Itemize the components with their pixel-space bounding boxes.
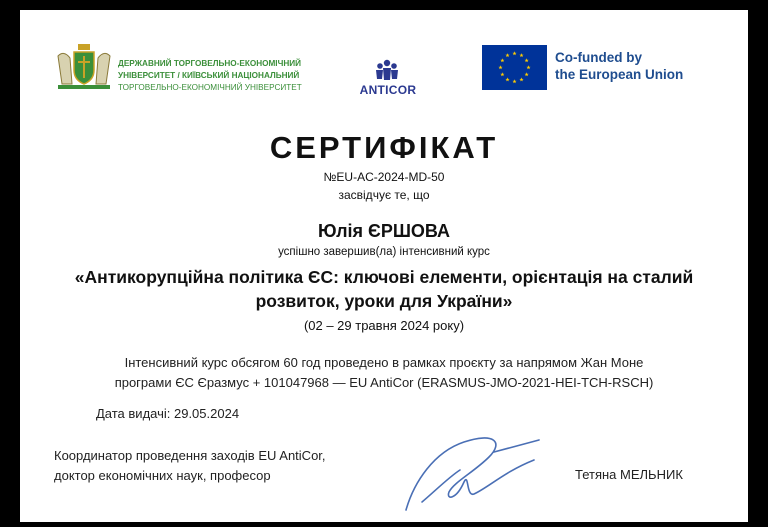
university-name-line1: ДЕРЖАВНИЙ ТОРГОВЕЛЬНО-ЕКОНОМІЧНИЙ	[118, 59, 302, 68]
signer-name: Тетяна МЕЛЬНИК	[575, 467, 683, 482]
description-line1: Інтенсивний курс обсягом 60 год проведено в рамках проєкту за напрямом Жан Моне	[124, 355, 644, 370]
certificate-title: СЕРТИФІКАТ	[269, 130, 499, 165]
description-line2: програми ЄС Єразмус + 101047968 — EU AntiCor (ERASMUS-JMO-2021-HEI-TCH-RSCH)	[114, 375, 654, 390]
course-title-line1: «Антикорупційна політика ЄС: ключові елементи, орієнтація на сталий	[74, 267, 694, 287]
anticor-logo-text: ANTICOR	[359, 83, 417, 97]
completed-text: успішно завершив(ла) інтенсивний курс	[278, 246, 490, 258]
eu-text-line1: Co-funded by	[555, 50, 642, 65]
recipient-name: Юлія ЄРШОВА	[317, 221, 451, 241]
eu-cofunded-text	[555, 50, 715, 83]
course-dates: (02 – 29 травня 2024 року)	[303, 318, 465, 333]
university-name-line3: ТОРГОВЕЛЬНО-ЕКОНОМІЧНИЙ УНІВЕРСИТЕТ	[118, 83, 302, 92]
issue-date: Дата видачі: 29.05.2024	[96, 406, 240, 421]
coordinator-line1: Координатор проведення заходів EU AntiCor,	[54, 448, 326, 463]
university-name	[118, 58, 318, 94]
attests-text: засвідчує те, що	[338, 188, 430, 202]
university-name-line2: УНІВЕРСИТЕТ / КИЇВСЬКИЙ НАЦІОНАЛЬНИЙ	[118, 71, 300, 80]
certificate-number: №EU-AC-2024-MD-50	[323, 170, 445, 184]
certificate-page	[20, 10, 748, 522]
signature-icon	[394, 422, 544, 512]
coordinator-title	[54, 446, 326, 486]
course-description	[20, 353, 748, 393]
eu-flag-icon	[482, 45, 547, 90]
course-title	[20, 265, 748, 313]
anticor-logo-icon	[374, 58, 400, 84]
coordinator-line2: доктор економічних наук, професор	[54, 468, 271, 483]
university-emblem-icon	[54, 42, 114, 92]
course-title-line2: розвиток, уроки для України»	[255, 291, 513, 311]
eu-text-line2: the European Union	[555, 66, 684, 82]
